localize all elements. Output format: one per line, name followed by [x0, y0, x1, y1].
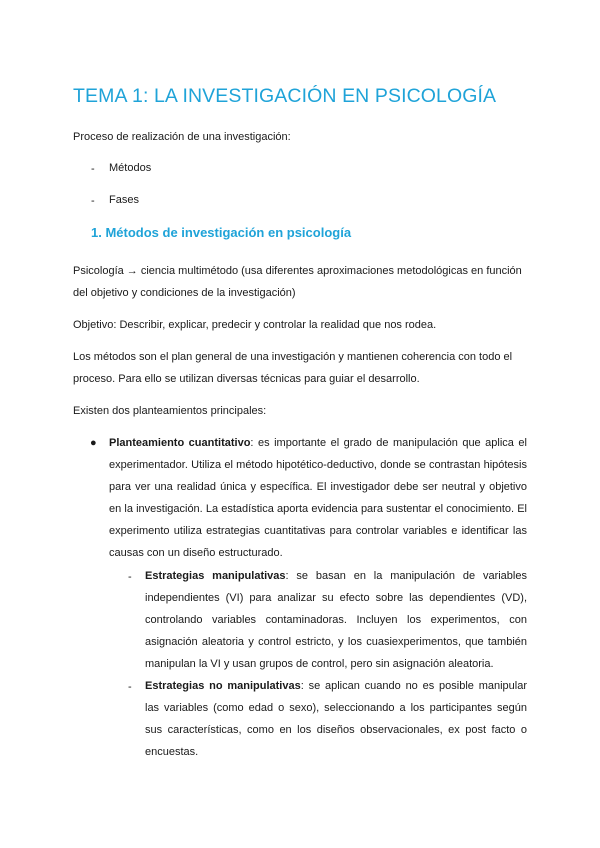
paragraph-psicologia-line1: Psicología → ciencia multimétodo (usa diferentes aproximaciones metodológicas en función: [73, 265, 522, 277]
manipulativas-text: : se basan en la manipulación de variables independientes (VI) para analizar su efecto sobre las dependientes (VD), controlando variables contaminadoras. Incluyen los experimentos, con asignación aleatoria y control estricto, y los cuasiexperimentos, que también manipulan la VI y usan grupos de control, pero sin asignación aleatoria.: [145, 570, 527, 670]
list-item-metodos: Métodos: [109, 162, 152, 174]
list-item-fases: Fases: [109, 194, 139, 206]
paragraph-psicologia-line2: del objetivo y condiciones de la investigación): [73, 287, 296, 299]
dash-bullet: -: [128, 681, 132, 693]
bullet-dot: ●: [90, 437, 97, 449]
dash-bullet: -: [128, 571, 132, 583]
section-heading: 1. Métodos de investigación en psicología: [91, 225, 352, 240]
sub-bullet-no-manipulativas: [145, 675, 527, 763]
manipulativas-term: Estrategias manipulativas: [145, 570, 286, 582]
no-manipulativas-text: : se aplican cuando no es posible manipular las variables (como edad o sexo), seleccionando a los participantes según sus características, como en los diseños observacionales, ex post facto o encuestas.: [145, 680, 527, 758]
dash-bullet: -: [91, 195, 95, 207]
no-manipulativas-term: Estrategias no manipulativas: [145, 680, 301, 692]
dash-bullet: -: [91, 163, 95, 175]
paragraph-planteamientos: Existen dos planteamientos principales:: [73, 405, 267, 417]
page-title: TEMA 1: LA INVESTIGACIÓN EN PSICOLOGÍA: [73, 85, 497, 107]
bullet-cuantitativo: [109, 432, 527, 564]
paragraph-objetivo: Objetivo: Describir, explicar, predecir y controlar la realidad que nos rodea.: [73, 319, 437, 331]
sub-bullet-manipulativas: [145, 565, 527, 675]
paragraph-metodos-line1: Los métodos son el plan general de una investigación y mantienen coherencia con todo el: [73, 351, 513, 363]
bullet-cuantitativo-text: : es importante el grado de manipulación que aplica el experimentador. Utiliza el método hipotético-deductivo, donde se contrastan hipótesis para ver una realidad única y específica. El investigador debe ser neutral y objetivo en la investigación. La estadística aporta evidencia para sustentar el conocimiento. El experimento utiliza estrategias cuantitativas para controlar variables e identificar las causas con un diseño estructurado.: [109, 437, 527, 559]
intro-text: Proceso de realización de una investigación:: [73, 131, 291, 143]
paragraph-metodos-line2: proceso. Para ello se utilizan diversas técnicas para guiar el desarrollo.: [73, 373, 420, 385]
bullet-cuantitativo-term: Planteamiento cuantitativo: [109, 437, 251, 449]
